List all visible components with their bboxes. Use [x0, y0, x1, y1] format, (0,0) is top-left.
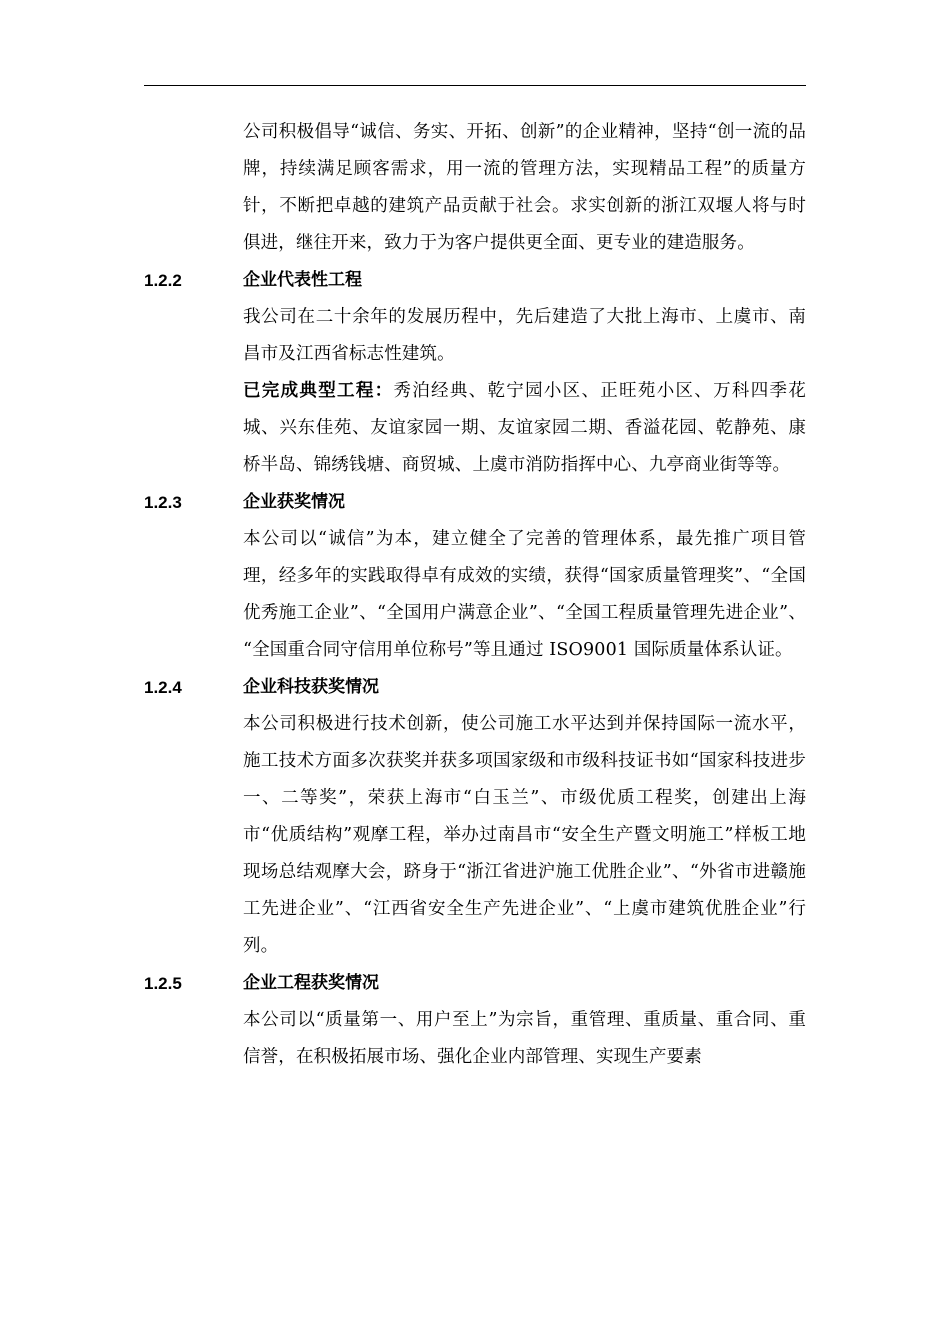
- section-number: 1.2.5: [144, 974, 182, 993]
- section-paragraph: 本公司积极进行技术创新，使公司施工水平达到并保持国际一流水平，施工技术方面多次获奖并获多项国家级和市级科技证书如“国家科技进步一、二等奖”，荣获上海市“白玉兰”、市级优质工程奖，创建出上海市“优质结构”观摩工程，举办过南昌市“安全生产暨文明施工”样板工地现场总结观摩大会，跻身于“浙江省进沪施工优胜企业”、“外省市进赣施工先进企业”、“江西省安全生产先进企业”、“上虞市建筑优胜企业”行列。: [243, 714, 806, 956]
- header-rule: [144, 85, 806, 86]
- section-heading-1-2-4: [0, 669, 950, 706]
- section-paragraph: 本公司以“诚信”为本，建立健全了完善的管理体系，最先推广项目管理，经多年的实践取得卓有成效的实绩，获得“国家质量管理奖”、“全国优秀施工企业”、“全国用户满意企业”、“全国工程质量管理先进企业”、 “全国重合同守信用单位称号”等且通过 ISO9001 国际质量体系认证。: [243, 529, 806, 660]
- section-heading-1-2-2: [0, 262, 950, 299]
- section-number: 1.2.2: [144, 271, 182, 290]
- section-title: 企业代表性工程: [243, 270, 362, 290]
- section-paragraph: 我公司在二十余年的发展历程中，先后建造了大批上海市、上虞市、南昌市及江西省标志性建筑。: [243, 307, 806, 364]
- section-title: 企业工程获奖情况: [243, 973, 379, 993]
- section-number: 1.2.3: [144, 493, 182, 512]
- typical-projects-list: 秀泊经典、乾宁园小区、正旺苑小区、万科四季花城、兴东佳苑、友谊家园一期、友谊家园二期、香溢花园、乾静苑、康桥半岛、锦绣钱塘、商贸城、上虞市消防指挥中心、九亭商业街等等。: [243, 381, 806, 475]
- intro-paragraph: 公司积极倡导“诚信、务实、开拓、创新”的企业精神，坚持“创一流的品牌，持续满足顾客需求，用一流的管理方法，实现精品工程”的质量方针，不断把卓越的建筑产品贡献于社会。求实创新的浙江双堰人将与时俱进，继往开来，致力于为客户提供更全面、更专业的建造服务。: [243, 122, 806, 253]
- document-body: [0, 114, 950, 1076]
- typical-projects-paragraph: [243, 373, 806, 484]
- section-title: 企业获奖情况: [243, 492, 345, 512]
- section-paragraph: 本公司以“质量第一、用户至上”为宗旨，重管理、重质量、重合同、重信誉，在积极拓展市场、强化企业内部管理、实现生产要素: [243, 1010, 806, 1067]
- section-heading-1-2-3: [0, 484, 950, 521]
- section-title: 企业科技获奖情况: [243, 677, 379, 697]
- section-heading-1-2-5: [0, 965, 950, 1002]
- section-number: 1.2.4: [144, 678, 182, 697]
- typical-projects-label: 已完成典型工程：: [243, 381, 394, 401]
